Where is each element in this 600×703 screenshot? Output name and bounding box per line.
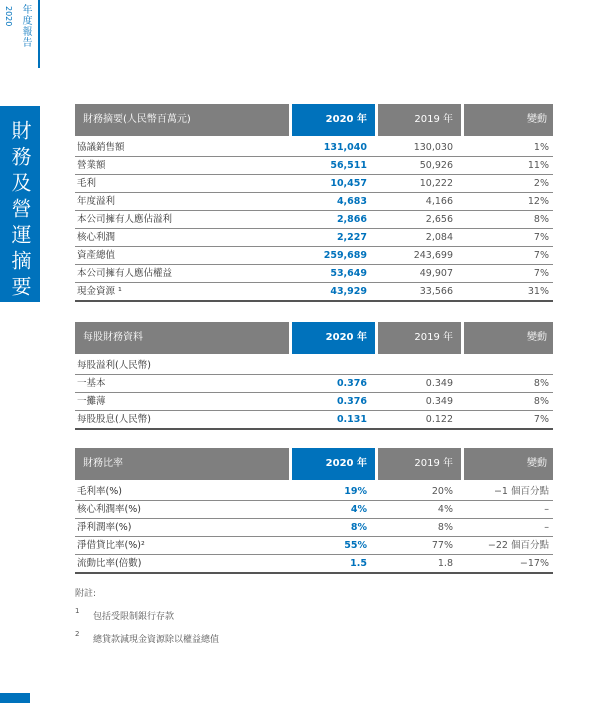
row-label: 現金資源 ¹ xyxy=(77,286,122,297)
value-2019: 2,084 xyxy=(425,232,453,243)
header-change: 變動 xyxy=(464,322,553,354)
header-label: 財務比率 xyxy=(75,448,289,480)
value-2019: 243,699 xyxy=(413,250,453,261)
value-change: 7% xyxy=(533,232,549,243)
value-2020: 56,511 xyxy=(330,160,367,171)
value-2019: 4% xyxy=(437,504,453,515)
value-change: −22 個百分點 xyxy=(487,540,549,551)
value-2020: 0.376 xyxy=(336,378,367,389)
header-2019: 2019 年 xyxy=(378,104,461,136)
table-row xyxy=(75,139,553,157)
header-2020: 2020 年 xyxy=(292,104,375,136)
value-change: 8% xyxy=(533,396,549,407)
row-label: 年度溢利 xyxy=(77,196,116,207)
table-row xyxy=(75,537,553,555)
row-label: 一攤薄 xyxy=(77,396,106,407)
value-change: 11% xyxy=(527,160,549,171)
notes xyxy=(75,586,219,655)
table-header xyxy=(75,322,553,354)
value-change: −1 個百分點 xyxy=(493,486,549,497)
value-change: 12% xyxy=(527,196,549,207)
value-change: 7% xyxy=(533,250,549,261)
value-change: −17% xyxy=(519,558,549,569)
header-change: 變動 xyxy=(464,104,553,136)
note-item xyxy=(75,609,219,622)
note-mark: 1 xyxy=(75,607,80,615)
value-2020: 259,689 xyxy=(323,250,367,261)
table-row xyxy=(75,247,553,265)
value-2020: 2,866 xyxy=(336,214,367,225)
row-label: 營業額 xyxy=(77,160,106,171)
table-row xyxy=(75,283,553,302)
header-2019: 2019 年 xyxy=(378,322,461,354)
financial-summary-table xyxy=(75,104,553,302)
table-header xyxy=(75,448,553,480)
row-label: 毛利率(%) xyxy=(77,486,122,497)
row-label: 本公司擁有人應佔溢利 xyxy=(77,214,173,225)
table-row xyxy=(75,375,553,393)
table-row xyxy=(75,211,553,229)
value-2020: 4% xyxy=(350,504,367,515)
value-change: 2% xyxy=(533,178,549,189)
value-2019: 1.8 xyxy=(437,558,453,569)
value-2019: 0.122 xyxy=(425,414,453,425)
table-row xyxy=(75,519,553,537)
table-row xyxy=(75,411,553,430)
value-change: 1% xyxy=(533,142,549,153)
table-row xyxy=(75,193,553,211)
value-2020: 0.376 xyxy=(336,396,367,407)
row-label: 核心利潤率(%) xyxy=(77,504,141,515)
value-2019 xyxy=(378,357,461,374)
bottom-accent-bar xyxy=(0,693,30,703)
note-item xyxy=(75,632,219,645)
section-title: 財務及營運摘要 xyxy=(8,120,32,302)
header-2019: 2019 年 xyxy=(378,448,461,480)
table-row xyxy=(75,265,553,283)
value-change: 7% xyxy=(533,268,549,279)
table-row xyxy=(75,483,553,501)
row-label: 淨利潤率(%) xyxy=(77,522,132,533)
value-2019: 130,030 xyxy=(413,142,453,153)
header-2020: 2020 年 xyxy=(292,322,375,354)
per-share-table xyxy=(75,322,553,430)
value-2020: 10,457 xyxy=(330,178,367,189)
value-2019: 33,566 xyxy=(419,286,453,297)
report-year: 2020 xyxy=(4,6,13,27)
note-text: 包括受限制銀行存款 xyxy=(93,612,175,622)
value-change: – xyxy=(544,504,549,515)
value-2020: 43,929 xyxy=(330,286,367,297)
value-2019: 77% xyxy=(431,540,453,551)
row-label: 資產總值 xyxy=(77,250,116,261)
table-header xyxy=(75,104,553,136)
value-2019: 0.349 xyxy=(425,378,453,389)
value-2020 xyxy=(292,357,375,374)
value-change: – xyxy=(544,522,549,533)
note-text: 總貸款減現金資源除以權益總值 xyxy=(93,635,220,645)
row-label: 流動比率(倍數) xyxy=(77,558,142,569)
value-2019: 2,656 xyxy=(425,214,453,225)
financial-ratio-table xyxy=(75,448,553,574)
header-label: 每股財務資料 xyxy=(75,322,289,354)
value-2019: 10,222 xyxy=(419,178,453,189)
value-2020: 4,683 xyxy=(336,196,367,207)
note-mark: 2 xyxy=(75,630,80,638)
row-label: 每股溢利(人民幣) xyxy=(77,360,151,371)
section-tab xyxy=(0,106,40,302)
table-row xyxy=(75,157,553,175)
table-row xyxy=(75,357,553,375)
row-label: 每股股息(人民幣) xyxy=(77,414,151,425)
row-label: 本公司擁有人應佔權益 xyxy=(77,268,173,279)
header-change: 變動 xyxy=(464,448,553,480)
value-2020: 1.5 xyxy=(350,558,367,569)
value-2020: 131,040 xyxy=(323,142,367,153)
table-row xyxy=(75,393,553,411)
table-row xyxy=(75,501,553,519)
value-change: 8% xyxy=(533,214,549,225)
value-2020: 53,649 xyxy=(330,268,367,279)
value-2019: 50,926 xyxy=(419,160,453,171)
row-label: 核心利潤 xyxy=(77,232,116,243)
value-2019: 49,907 xyxy=(419,268,453,279)
table-row xyxy=(75,175,553,193)
value-2019: 0.349 xyxy=(425,396,453,407)
table-row xyxy=(75,229,553,247)
row-label: 淨借貸比率(%)² xyxy=(77,540,145,551)
value-2019: 4,166 xyxy=(425,196,453,207)
row-label: 協議銷售額 xyxy=(77,142,125,153)
value-change: 7% xyxy=(533,414,549,425)
value-2020: 19% xyxy=(344,486,367,497)
row-label: 一基本 xyxy=(77,378,106,389)
value-2020: 0.131 xyxy=(336,414,367,425)
header-label: 財務摘要(人民幣百萬元) xyxy=(75,104,289,136)
header-2020: 2020 年 xyxy=(292,448,375,480)
value-change xyxy=(464,357,553,374)
value-2019: 8% xyxy=(437,522,453,533)
value-change: 8% xyxy=(533,378,549,389)
notes-title: 附註: xyxy=(75,589,97,599)
value-2020: 2,227 xyxy=(336,232,367,243)
annual-report-label: 年度報告 xyxy=(20,4,31,48)
table-row xyxy=(75,555,553,574)
row-label: 毛利 xyxy=(77,178,97,189)
value-2019: 20% xyxy=(431,486,453,497)
value-change: 31% xyxy=(527,286,549,297)
value-2020: 55% xyxy=(344,540,367,551)
top-tab xyxy=(0,0,40,68)
value-2020: 8% xyxy=(350,522,367,533)
